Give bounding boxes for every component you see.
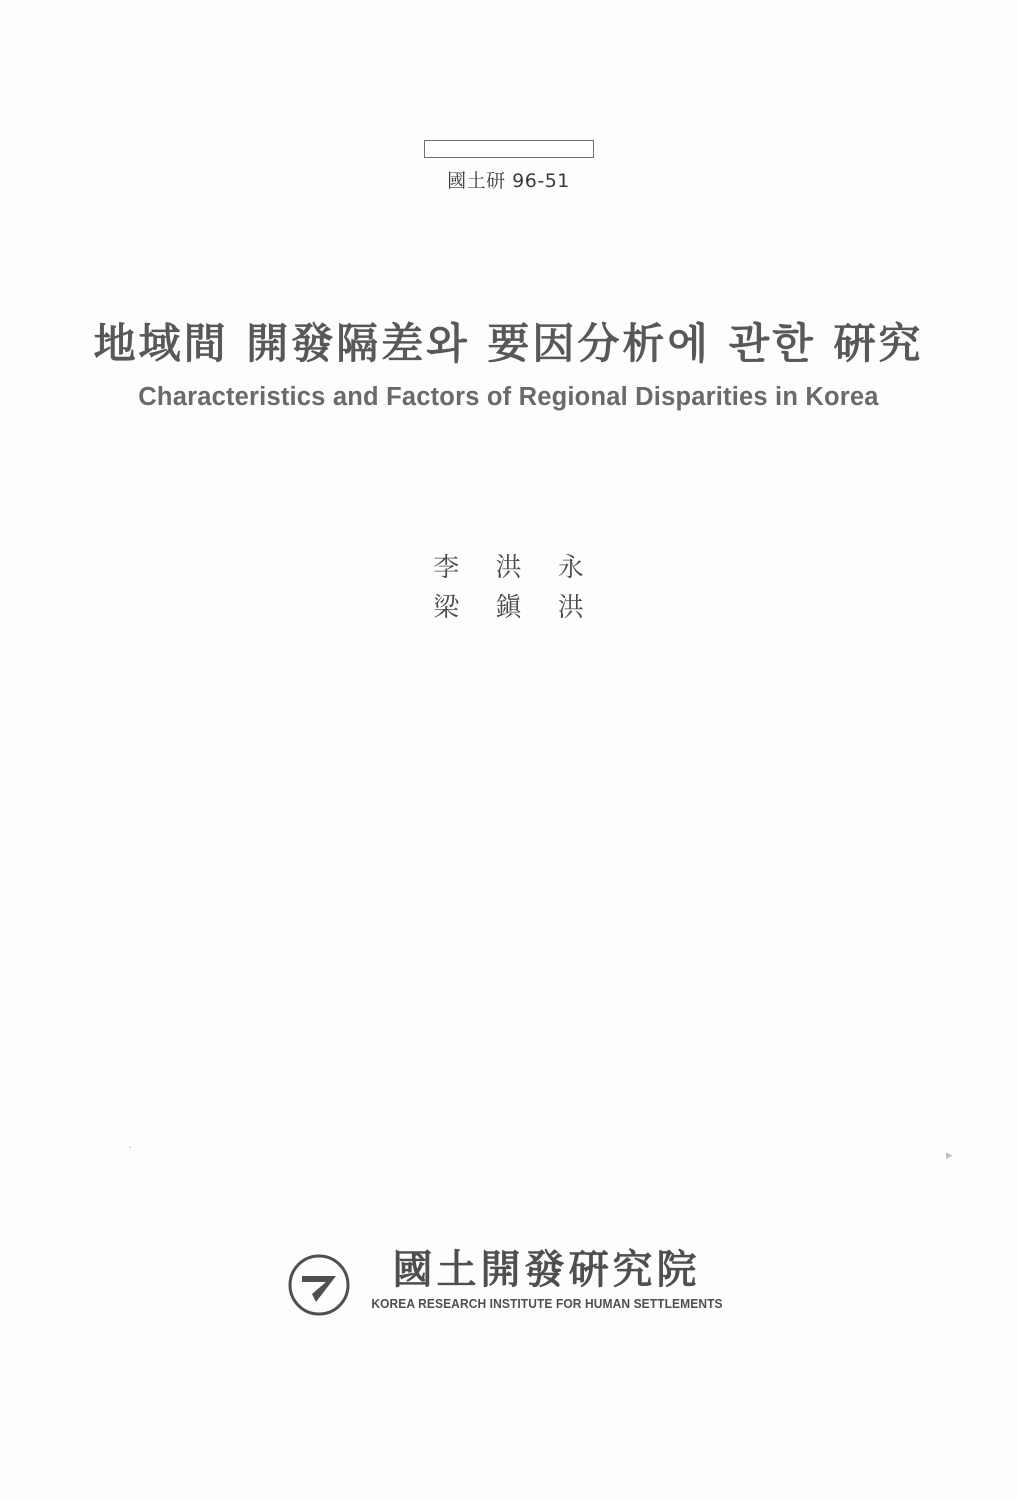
krihs-logo-icon xyxy=(288,1254,350,1316)
author-name: 梁 鎭 洪 xyxy=(433,593,598,624)
title-block xyxy=(0,318,1017,412)
page-mark-left: · xyxy=(128,1139,133,1154)
report-number-bar xyxy=(424,140,594,158)
report-number-label: 國土研 96-51 xyxy=(447,170,570,192)
publisher-text xyxy=(364,1248,730,1311)
publisher-name-english: KOREA RESEARCH INSTITUTE FOR HUMAN SETTLEMENTS xyxy=(370,1297,723,1311)
author-list xyxy=(0,548,1017,629)
page-mark-right: ▸ xyxy=(946,1147,953,1162)
publisher-block xyxy=(0,1248,1017,1316)
page-title-english: Characteristics and Factors of Regional Disparities in Korea xyxy=(138,382,879,411)
publisher-name-korean: 國土開發硏究院 xyxy=(392,1246,701,1293)
report-number-block xyxy=(0,140,1017,193)
author-name: 李 洪 永 xyxy=(433,553,598,583)
page-title-korean: 地域間 開發隔差와 要因分析에 관한 硏究 xyxy=(93,319,924,368)
